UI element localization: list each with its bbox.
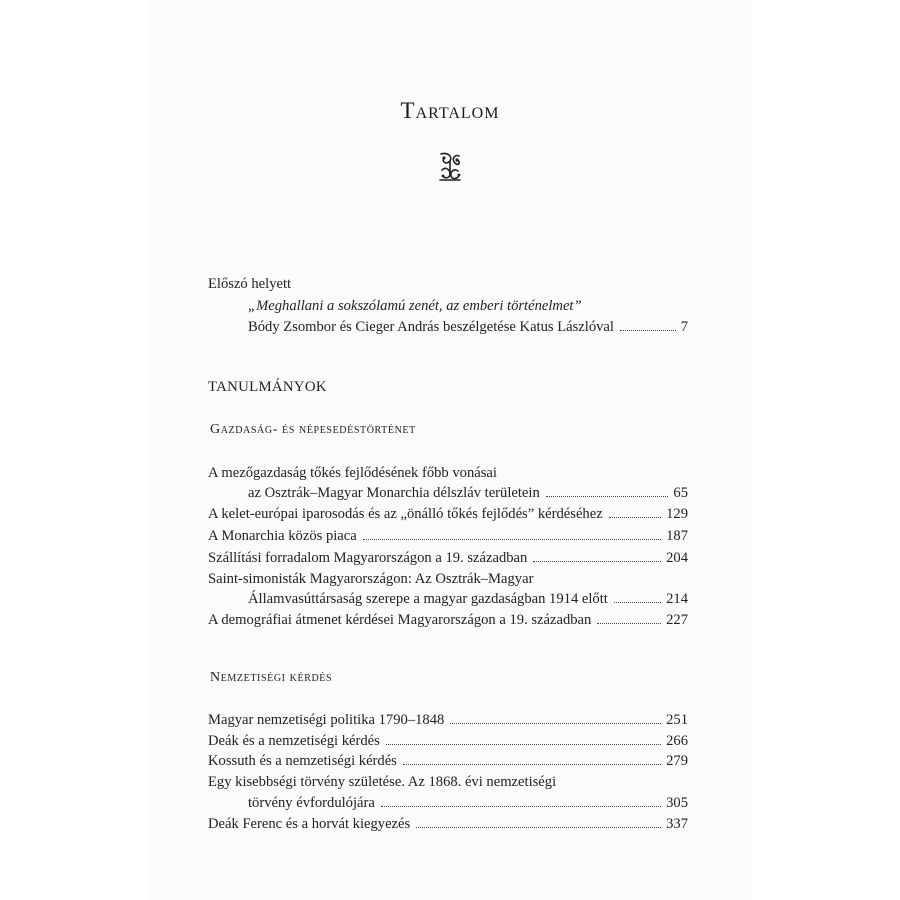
toc-entry[interactable] bbox=[208, 505, 688, 523]
foreword-heading: Előszó helyett bbox=[208, 276, 292, 292]
toc-entry-page: 187 bbox=[666, 528, 688, 544]
toc-entry-page: 204 bbox=[666, 550, 688, 566]
dot-leader bbox=[614, 602, 661, 603]
toc-entry-title-line2: az Osztrák–Magyar Monarchia délszláv területein bbox=[248, 485, 540, 501]
toc-entry[interactable] bbox=[208, 711, 688, 729]
toc-entry-title-line2: Államvasúttársaság szerepe a magyar gazdaságban 1914 előtt bbox=[248, 591, 608, 607]
toc-entry-title: A kelet-európai iparosodás és az „önálló tőkés fejlődés” kérdéséhez bbox=[208, 506, 603, 522]
dot-leader bbox=[386, 744, 661, 745]
foreword-quote: „Meghallani a sokszólamú zenét, az emberi történelmet” bbox=[248, 298, 582, 314]
toc-entry[interactable] bbox=[208, 611, 688, 629]
toc-entry-title-line1[interactable]: Egy kisebbségi törvény születése. Az 1868. évi nemzetiségi bbox=[208, 774, 557, 790]
toc-entry-page: 7 bbox=[680, 319, 688, 335]
toc-entry-title: Kossuth és a nemzetiségi kérdés bbox=[208, 753, 397, 769]
toc-entry-title: Deák Ferenc és a horvát kiegyezés bbox=[208, 816, 411, 832]
toc-entry-page: 65 bbox=[673, 485, 688, 501]
section-heading-studies: TANULMÁNYOK bbox=[208, 379, 327, 395]
toc-entry-title: A demográfiai átmenet kérdései Magyarországon a 19. században bbox=[208, 612, 592, 628]
toc-entry[interactable] bbox=[248, 318, 688, 336]
dot-leader bbox=[609, 517, 661, 518]
toc-entry[interactable] bbox=[208, 732, 688, 750]
toc-entry-title-line1[interactable]: A mezőgazdaság tőkés fejlődésének főbb vonásai bbox=[208, 465, 497, 481]
dot-leader bbox=[363, 539, 661, 540]
toc-entry[interactable] bbox=[248, 484, 688, 502]
dot-leader bbox=[620, 330, 676, 331]
toc-entry-page: 129 bbox=[666, 506, 688, 522]
toc-entry[interactable] bbox=[208, 527, 688, 545]
dot-leader bbox=[597, 623, 661, 624]
toc-entry-title: Bódy Zsombor és Cieger András beszélgetése Katus Lászlóval bbox=[248, 319, 614, 335]
toc-entry-title-line1[interactable]: Saint-simonisták Magyarországon: Az Osztrák–Magyar bbox=[208, 571, 534, 587]
toc-entry-page: 227 bbox=[666, 612, 688, 628]
toc-entry-title: Deák és a nemzetiségi kérdés bbox=[208, 733, 380, 749]
toc-entry[interactable] bbox=[208, 752, 688, 770]
toc-entry-title: Szállítási forradalom Magyarországon a 19. században bbox=[208, 550, 528, 566]
toc-entry-page: 214 bbox=[666, 591, 688, 607]
toc-entry[interactable] bbox=[208, 549, 688, 567]
toc-entry-title: Magyar nemzetiségi politika 1790–1848 bbox=[208, 712, 445, 728]
dot-leader bbox=[416, 827, 661, 828]
toc-entry[interactable] bbox=[248, 590, 688, 608]
toc-entry-page: 279 bbox=[666, 753, 688, 769]
toc-entry[interactable] bbox=[208, 815, 688, 833]
dot-leader bbox=[381, 806, 661, 807]
toc-entry-page: 266 bbox=[666, 733, 688, 749]
subsection-heading-nationality: Nemzetiségi kérdés bbox=[210, 670, 333, 685]
dot-leader bbox=[546, 496, 669, 497]
dot-leader bbox=[533, 561, 661, 562]
subsection-heading-economy: Gazdaság- és népesedéstörténet bbox=[210, 422, 416, 437]
dot-leader bbox=[450, 723, 661, 724]
page-title: Tartalom bbox=[400, 98, 500, 123]
toc-entry-page: 251 bbox=[666, 712, 688, 728]
toc-entry-title-line2: törvény évfordulójára bbox=[248, 795, 375, 811]
toc-entry-page: 337 bbox=[666, 816, 688, 832]
toc-entry-page: 305 bbox=[666, 795, 688, 811]
toc-entry[interactable] bbox=[248, 794, 688, 812]
toc-entry-title: A Monarchia közös piaca bbox=[208, 528, 357, 544]
dot-leader bbox=[403, 764, 661, 765]
